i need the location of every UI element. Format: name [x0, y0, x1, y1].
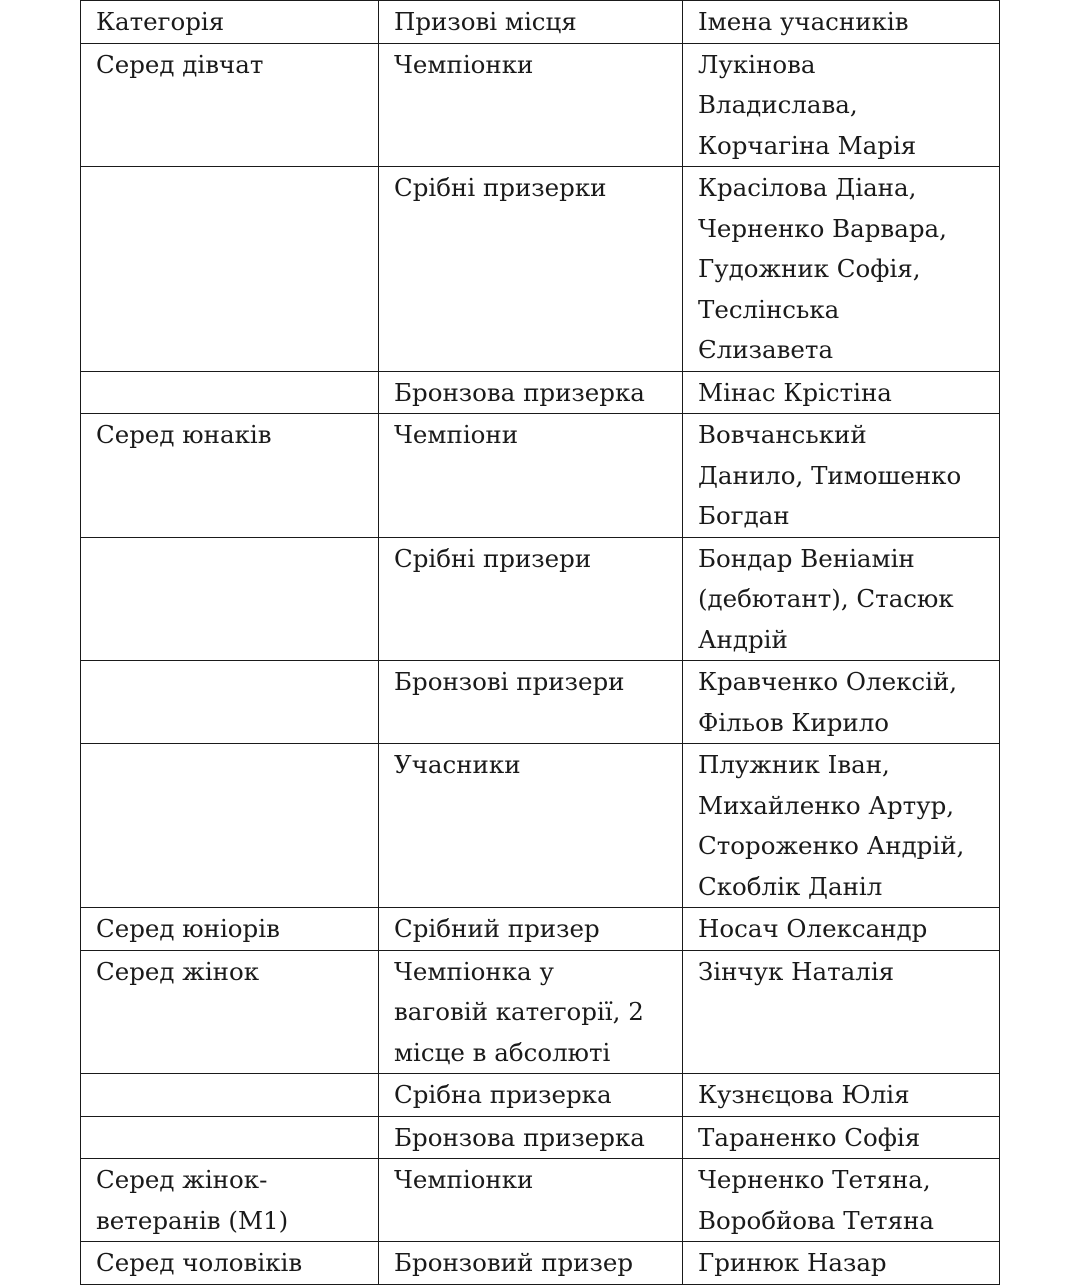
cell-prize-place: Срібні призери	[379, 537, 683, 661]
cell-participant-names: Кузнєцова Юлія	[683, 1074, 1000, 1117]
cell-prize-place: Чемпіонка у ваговій категорії, 2 місце в абсолюті	[379, 950, 683, 1074]
header-prize-place: Призові місця	[379, 1, 683, 44]
cell-prize-place: Чемпіонки	[379, 1159, 683, 1242]
results-table	[80, 0, 1000, 1285]
table-row	[81, 1159, 1000, 1242]
cell-category: Серед дівчат	[81, 43, 379, 167]
cell-participant-names: Зінчук Наталія	[683, 950, 1000, 1074]
header-participant-names: Імена учасників	[683, 1, 1000, 44]
cell-prize-place: Бронзова призерка	[379, 1116, 683, 1159]
table-row	[81, 950, 1000, 1074]
cell-participant-names: Лукінова Владислава, Корчагіна Марія	[683, 43, 1000, 167]
cell-prize-place: Бронзовий призер	[379, 1242, 683, 1285]
cell-prize-place: Учасники	[379, 744, 683, 908]
table-row	[81, 371, 1000, 414]
cell-prize-place: Чемпіони	[379, 414, 683, 538]
cell-category: Серед юнаків	[81, 414, 379, 538]
cell-participant-names: Бондар Веніамін (дебютант), Стасюк Андрій	[683, 537, 1000, 661]
cell-prize-place: Срібна призерка	[379, 1074, 683, 1117]
cell-participant-names: Тараненко Софія	[683, 1116, 1000, 1159]
cell-prize-place: Срібний призер	[379, 908, 683, 951]
cell-category	[81, 1074, 379, 1117]
table-row	[81, 661, 1000, 744]
table-row	[81, 1074, 1000, 1117]
table-row	[81, 744, 1000, 908]
cell-category: Серед жінок	[81, 950, 379, 1074]
cell-participant-names: Носач Олександр	[683, 908, 1000, 951]
cell-category	[81, 371, 379, 414]
cell-category	[81, 1116, 379, 1159]
header-category: Категорія	[81, 1, 379, 44]
table-row	[81, 537, 1000, 661]
cell-participant-names: Кравченко Олексій, Фільов Кирило	[683, 661, 1000, 744]
table-row	[81, 1116, 1000, 1159]
table-row	[81, 414, 1000, 538]
cell-participant-names: Красілова Діана, Черненко Варвара, Гудожник Софія, Теслінська Єлизавета	[683, 167, 1000, 372]
cell-participant-names: Плужник Іван, Михайленко Артур, Стороженко Андрій, Скоблік Даніл	[683, 744, 1000, 908]
cell-participant-names: Мінас Крістіна	[683, 371, 1000, 414]
cell-prize-place: Срібні призерки	[379, 167, 683, 372]
table-header-row	[81, 1, 1000, 44]
cell-category	[81, 167, 379, 372]
table-row	[81, 167, 1000, 372]
cell-category	[81, 661, 379, 744]
cell-prize-place: Бронзова призерка	[379, 371, 683, 414]
cell-category: Серед жінок- ветеранів (М1)	[81, 1159, 379, 1242]
cell-category: Серед чоловіків	[81, 1242, 379, 1285]
cell-category	[81, 744, 379, 908]
table-row	[81, 908, 1000, 951]
cell-category	[81, 537, 379, 661]
table-row	[81, 43, 1000, 167]
cell-category: Серед юніорів	[81, 908, 379, 951]
cell-prize-place: Бронзові призери	[379, 661, 683, 744]
cell-participant-names: Гринюк Назар	[683, 1242, 1000, 1285]
cell-participant-names: Вовчанський Данило, Тимошенко Богдан	[683, 414, 1000, 538]
cell-prize-place: Чемпіонки	[379, 43, 683, 167]
cell-participant-names: Черненко Тетяна, Воробйова Тетяна	[683, 1159, 1000, 1242]
